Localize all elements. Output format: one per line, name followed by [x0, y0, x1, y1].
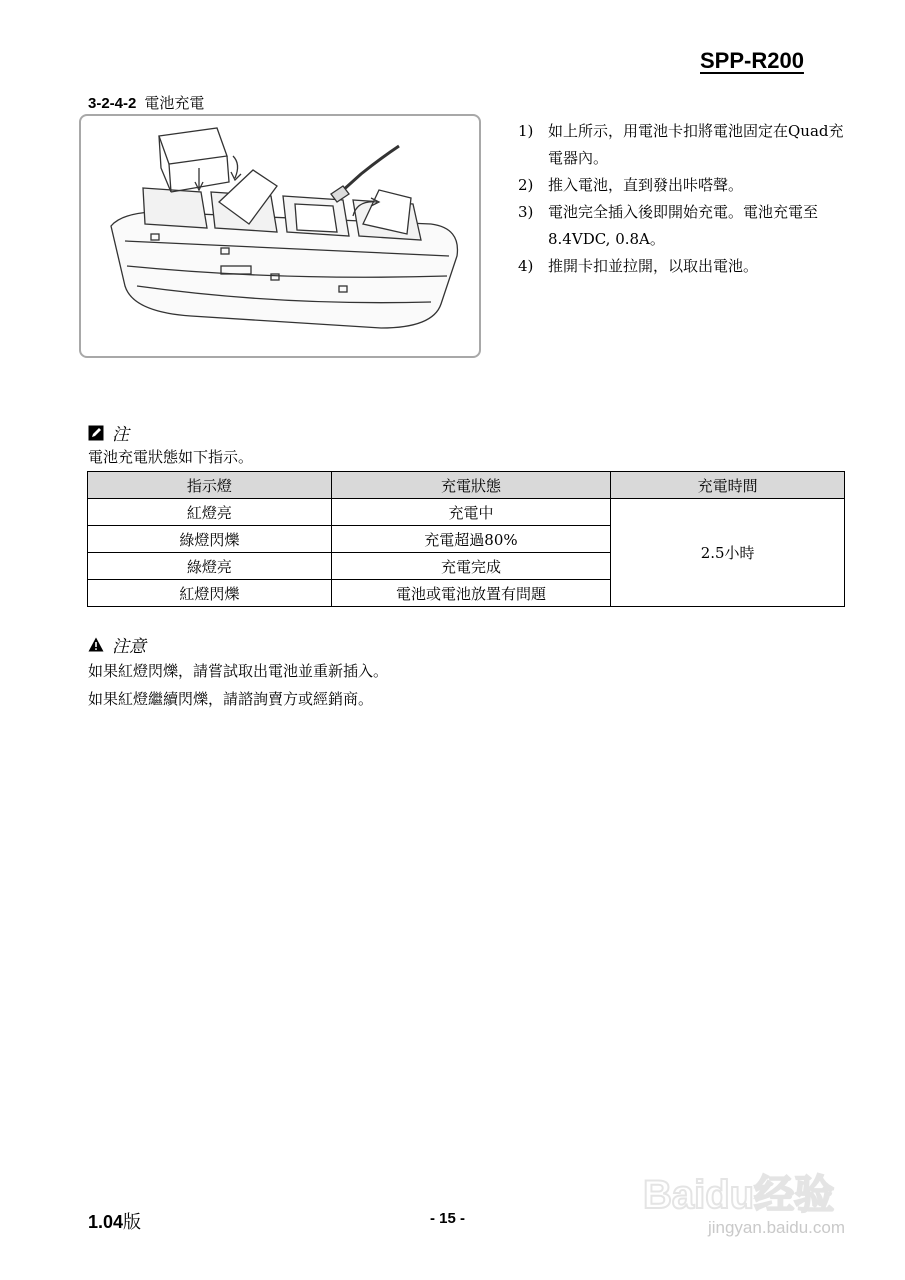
- section-title: 電池充電: [144, 95, 205, 112]
- version-suffix: 版: [123, 1212, 142, 1233]
- note-title: 注: [112, 425, 129, 445]
- step-item: [518, 172, 858, 199]
- header-indicator: 指示燈: [88, 472, 332, 499]
- version-label: [88, 1208, 141, 1234]
- step-text: 推入電池，直到發出咔嗒聲。: [548, 176, 744, 194]
- header-state: 充電狀態: [331, 472, 611, 499]
- indicator-cell: 綠燈亮: [88, 553, 332, 580]
- warning-icon: [88, 637, 104, 652]
- step-item: [518, 199, 858, 253]
- step-number: 1): [518, 122, 534, 140]
- state-cell: 充電中: [331, 499, 611, 526]
- step-item: [518, 253, 858, 280]
- note-heading: [88, 420, 129, 445]
- step-number: 3): [518, 203, 534, 221]
- section-heading: [88, 92, 204, 113]
- caution-line: 如果紅燈閃爍，請嘗試取出電池並重新插入。: [88, 662, 389, 680]
- time-cell: 2.5小時: [611, 499, 845, 607]
- state-cell: 電池或電池放置有問題: [331, 580, 611, 607]
- indicator-cell: 綠燈閃爍: [88, 526, 332, 553]
- step-number: 2): [518, 176, 534, 194]
- note-text: 電池充電狀態如下指示。: [88, 448, 254, 466]
- model-title: SPP-R200: [700, 48, 804, 73]
- watermark-url: jingyan.baidu.com: [707, 1218, 845, 1237]
- page-number: - 15 -: [430, 1210, 466, 1227]
- charging-status-table: [87, 471, 845, 607]
- step-number: 4): [518, 257, 534, 275]
- header-time: 充電時間: [611, 472, 845, 499]
- pencil-note-icon: [88, 425, 104, 441]
- indicator-cell: 紅燈亮: [88, 499, 332, 526]
- step-text: 推開卡扣並拉開，以取出電池。: [548, 257, 759, 275]
- step-list: [518, 118, 858, 280]
- step-item: [518, 118, 858, 172]
- step-text: 電池完全插入後即開始充電。電池充電至8.4VDC, 0.8A。: [548, 203, 819, 248]
- table-header-row: [88, 472, 845, 499]
- caution-line: 如果紅燈繼續閃爍，請諮詢賣方或經銷商。: [88, 690, 374, 708]
- charger-illustration: [79, 114, 481, 358]
- watermark-brand: Baidu经验: [643, 1173, 835, 1217]
- section-number: 3-2-4-2: [88, 95, 137, 112]
- quad-charger-drawing: [81, 116, 479, 356]
- step-text: 如上所示，用電池卡扣將電池固定在Quad充電器內。: [548, 122, 844, 167]
- version-number: 1.04: [88, 1212, 124, 1232]
- caution-heading: [88, 632, 146, 657]
- state-cell: 充電完成: [331, 553, 611, 580]
- indicator-cell: 紅燈閃爍: [88, 580, 332, 607]
- table-row: [88, 499, 845, 526]
- caution-title: 注意: [112, 637, 146, 657]
- state-cell: 充電超過80%: [331, 526, 611, 553]
